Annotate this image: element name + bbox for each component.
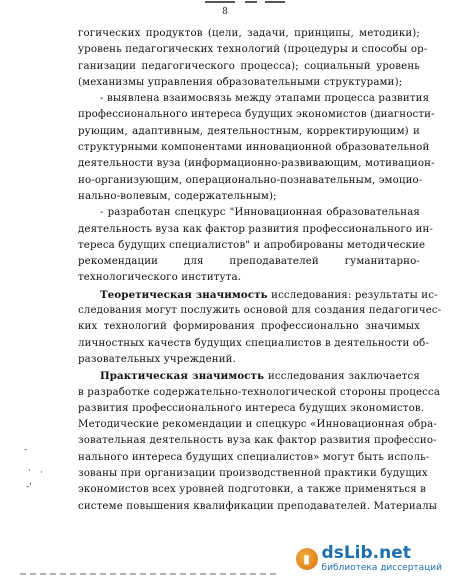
text-line: уровень педагогических технологий (процедуры и способы ор- xyxy=(78,44,428,56)
text-line: профессионального интереса будущих экономистов (диагности- xyxy=(78,109,435,121)
watermark-subtitle: библиотека диссертаций xyxy=(321,563,442,573)
margin-mark: -' xyxy=(26,482,32,492)
text-line xyxy=(78,287,438,303)
text-line: в разработке содержательно-технологической стороны процесса xyxy=(78,386,441,398)
text-fragment: исследования: результаты ис- xyxy=(271,289,438,301)
text-line: деятельность вуза как фактор развития профессионального ин- xyxy=(78,223,433,235)
page-number: 8 xyxy=(222,7,228,17)
text-line: структурными компонентами инновационной образовательной xyxy=(78,142,430,154)
text-line: ганизации педагогического процесса); социальный уровень xyxy=(78,60,420,72)
text-line: системе повышения квалификации преподавателей. Материалы xyxy=(78,500,437,512)
watermark-title: dsLib.net xyxy=(321,543,411,563)
text-line: разовательных учреждений. xyxy=(78,353,236,365)
heading-practical-significance: Практическая значимость xyxy=(100,370,265,383)
text-line: но-организующим, операционально-познавательным, эмоцио- xyxy=(78,174,423,186)
margin-mark: · xyxy=(28,466,31,476)
heading-theoretical-significance: Теоретическая значимость xyxy=(100,288,268,301)
text-line: деятельности вуза (информационно-развивающим, мотивацион- xyxy=(78,158,435,170)
text-line xyxy=(78,368,420,384)
text-line: - разработан спецкурс "Инновационная образовательная xyxy=(100,207,420,219)
text-line: технологического института. xyxy=(78,272,242,284)
text-fragment: исследования заключается xyxy=(267,371,420,383)
text-line: (механизмы управления образовательными структурами); xyxy=(78,76,403,88)
text-line: нально-волевым, содержательным); xyxy=(78,190,277,202)
books-logo-icon: ▮ xyxy=(296,548,318,570)
text-line: тереса будущих специалистов" и апробированы методические xyxy=(78,239,426,251)
margin-mark: · xyxy=(40,468,43,478)
text-line: рекомендации для преподавателей гуманитарно- xyxy=(78,256,420,268)
text-line: следования могут послужить основой для создания педагогичес- xyxy=(78,305,442,317)
watermark-text xyxy=(322,545,442,573)
text-line: зованы при организации производственной практики будущих xyxy=(78,468,428,480)
scan-artifact-line xyxy=(20,573,280,575)
text-line: рующим, адаптивным, деятельностным, корректирующим) и xyxy=(78,125,420,137)
text-line: Методические рекомендации и спецкурс «Инновационная обра- xyxy=(78,419,437,431)
text-line: ких технологий формирования профессионально значимых xyxy=(78,321,420,333)
text-line: развития профессионального интереса будущих экономистов. xyxy=(78,402,425,414)
text-line: гогических продуктов (цели, задачи, принципы, методики); xyxy=(78,28,420,39)
dslib-watermark xyxy=(296,545,442,573)
text-line: - выявлена взаимосвязь между этапами процесса развития xyxy=(100,93,430,105)
document-body xyxy=(78,26,442,515)
text-line: экономистов всех уровней подготовки, а также применяться в xyxy=(78,484,427,496)
text-line: зовательная деятельность вуза как фактор развития профессио- xyxy=(78,435,437,447)
margin-mark: - xyxy=(24,445,28,455)
text-line: нального интереса будущих специалистов» могут быть исполь- xyxy=(78,451,430,463)
scan-top-marks xyxy=(205,0,305,5)
text-line: личностных качеств будущих специалистов в деятельности об- xyxy=(78,337,430,349)
